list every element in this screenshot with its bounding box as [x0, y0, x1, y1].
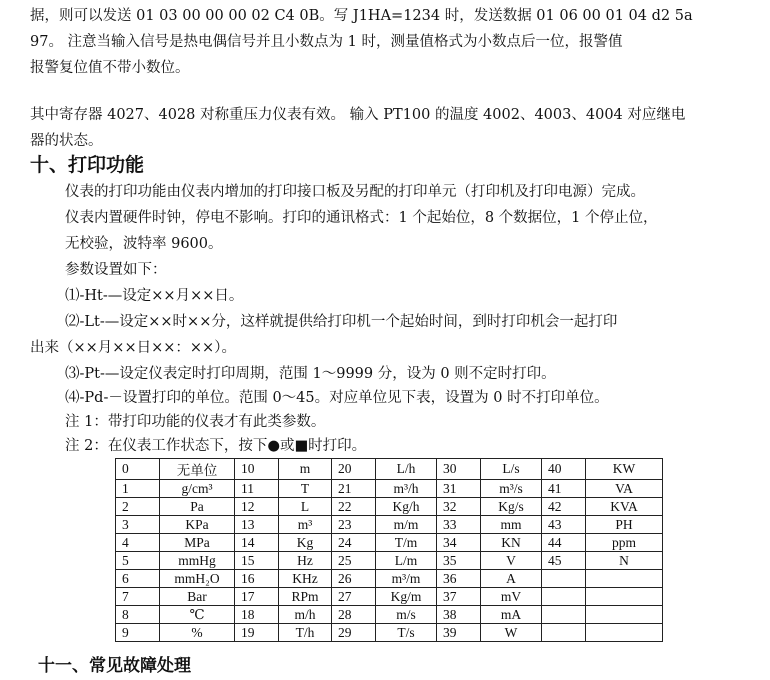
unit-code-cell: 37 [437, 588, 481, 606]
unit-code-cell: 20 [332, 459, 376, 480]
table-row [116, 552, 663, 570]
unit-code-cell: 15 [235, 552, 279, 570]
section-heading: 十一、常见故障处理 [38, 656, 191, 676]
unit-code-cell: 17 [235, 588, 279, 606]
unit-code-cell: 16 [235, 570, 279, 588]
unit-name-cell: mmH₂O [160, 570, 235, 588]
unit-code-cell [542, 606, 586, 624]
unit-code-cell: 36 [437, 570, 481, 588]
unit-code-cell: 21 [332, 480, 376, 498]
unit-code-cell: 25 [332, 552, 376, 570]
unit-name-cell: KPa [160, 516, 235, 534]
unit-name-cell: PH [586, 516, 663, 534]
unit-name-cell: m³/s [481, 480, 542, 498]
unit-code-cell: 42 [542, 498, 586, 516]
unit-name-cell: RPm [279, 588, 332, 606]
table-row [116, 459, 663, 480]
unit-name-cell [586, 570, 663, 588]
unit-name-cell: V [481, 552, 542, 570]
unit-name-cell: ℃ [160, 606, 235, 624]
unit-code-cell: 28 [332, 606, 376, 624]
unit-code-cell: 8 [116, 606, 160, 624]
unit-code-cell: 34 [437, 534, 481, 552]
unit-code-cell: 6 [116, 570, 160, 588]
unit-name-cell: T [279, 480, 332, 498]
unit-code-cell [542, 624, 586, 642]
unit-name-cell: L/s [481, 459, 542, 480]
unit-code-cell: 41 [542, 480, 586, 498]
unit-name-cell: Kg/h [376, 498, 437, 516]
unit-code-cell: 11 [235, 480, 279, 498]
unit-name-cell: W [481, 624, 542, 642]
unit-code-cell: 24 [332, 534, 376, 552]
unit-name-cell: Bar [160, 588, 235, 606]
unit-name-cell: KVA [586, 498, 663, 516]
unit-code-cell: 19 [235, 624, 279, 642]
unit-name-cell: Kg/s [481, 498, 542, 516]
unit-code-cell: 33 [437, 516, 481, 534]
unit-code-cell [542, 570, 586, 588]
list-item: ⑷-Pd-－设置打印的单位。范围 0～45。对应单位见下表，设置为 0 时不打印单位。 [65, 390, 609, 406]
unit-name-cell: L/h [376, 459, 437, 480]
unit-code-cell: 10 [235, 459, 279, 480]
unit-code-cell: 35 [437, 552, 481, 570]
table-row [116, 624, 663, 642]
unit-name-cell: 无单位 [160, 459, 235, 480]
unit-name-cell: T/h [279, 624, 332, 642]
paragraph-line: 无校验，波特率 9600。 [65, 236, 223, 252]
note: 注 2：在仪表工作状态下，按下●或■时打印。 [65, 438, 367, 454]
unit-name-cell: KW [586, 459, 663, 480]
unit-name-cell: Kg/m [376, 588, 437, 606]
unit-name-cell: Kg [279, 534, 332, 552]
unit-code-cell: 1 [116, 480, 160, 498]
list-item: ⑶-Pt-—设定仪表定时打印周期，范围 1～9999 分，设为 0 则不定时打印。 [65, 366, 556, 382]
unit-name-cell: VA [586, 480, 663, 498]
unit-name-cell: KHz [279, 570, 332, 588]
unit-code-cell: 31 [437, 480, 481, 498]
unit-code-cell: 9 [116, 624, 160, 642]
unit-name-cell: L/m [376, 552, 437, 570]
unit-name-cell: mV [481, 588, 542, 606]
units-table [115, 458, 663, 642]
unit-name-cell [586, 606, 663, 624]
unit-name-cell [586, 624, 663, 642]
unit-code-cell: 29 [332, 624, 376, 642]
unit-name-cell: m/s [376, 606, 437, 624]
unit-code-cell: 45 [542, 552, 586, 570]
table-row [116, 516, 663, 534]
table-row [116, 606, 663, 624]
list-item-continuation: 出来（××月××日××：××）。 [30, 340, 236, 356]
list-item: ⑴-Ht-—设定××月××日。 [65, 288, 244, 304]
unit-code-cell: 44 [542, 534, 586, 552]
unit-code-cell: 14 [235, 534, 279, 552]
list-item: ⑵-Lt-—设定××时××分，这样就提供给打印机一个起始时间，到时打印机会一起打印 [65, 314, 618, 330]
unit-name-cell: Pa [160, 498, 235, 516]
unit-code-cell: 18 [235, 606, 279, 624]
unit-code-cell: 40 [542, 459, 586, 480]
unit-code-cell: 32 [437, 498, 481, 516]
note: 注 1：带打印功能的仪表才有此类参数。 [65, 414, 326, 430]
unit-code-cell: 12 [235, 498, 279, 516]
unit-name-cell: m/m [376, 516, 437, 534]
unit-name-cell: Hz [279, 552, 332, 570]
paragraph-line: 器的状态。 [30, 133, 103, 149]
unit-name-cell: % [160, 624, 235, 642]
unit-code-cell: 27 [332, 588, 376, 606]
unit-name-cell: T/s [376, 624, 437, 642]
unit-name-cell: N [586, 552, 663, 570]
unit-name-cell: m³/h [376, 480, 437, 498]
unit-name-cell: A [481, 570, 542, 588]
unit-name-cell: MPa [160, 534, 235, 552]
unit-name-cell: m³ [279, 516, 332, 534]
unit-code-cell: 38 [437, 606, 481, 624]
unit-code-cell: 30 [437, 459, 481, 480]
paragraph-line: 97。 注意当输入信号是热电偶信号并且小数点为 1 时，测量值格式为小数点后一位，报警值 [30, 34, 623, 50]
unit-name-cell: KN [481, 534, 542, 552]
unit-code-cell: 3 [116, 516, 160, 534]
unit-code-cell: 2 [116, 498, 160, 516]
unit-code-cell: 22 [332, 498, 376, 516]
unit-name-cell: m [279, 459, 332, 480]
unit-code-cell: 26 [332, 570, 376, 588]
paragraph-line: 其中寄存器 4027、4028 对称重压力仪表有效。 输入 PT100 的温度 4002、4003、4004 对应继电 [30, 107, 686, 123]
unit-code-cell: 23 [332, 516, 376, 534]
unit-name-cell: T/m [376, 534, 437, 552]
unit-name-cell: g/cm³ [160, 480, 235, 498]
unit-name-cell: ppm [586, 534, 663, 552]
paragraph-line: 仪表内置硬件时钟，停电不影响。打印的通讯格式：1 个起始位，8 个数据位，1 个停止位， [65, 210, 658, 226]
unit-name-cell: mA [481, 606, 542, 624]
unit-name-cell: m/h [279, 606, 332, 624]
paragraph-line: 仪表的打印功能由仪表内增加的打印接口板及另配的打印单元（打印机及打印电源）完成。 [65, 184, 645, 200]
paragraph-line: 据，则可以发送 01 03 00 00 00 02 C4 0B。写 J1HA=1234 时，发送数据 01 06 00 01 04 d2 5a [30, 8, 693, 24]
table-row [116, 498, 663, 516]
paragraph-line: 报警复位值不带小数位。 [30, 60, 190, 76]
table-row [116, 570, 663, 588]
unit-code-cell: 39 [437, 624, 481, 642]
unit-code-cell: 7 [116, 588, 160, 606]
paragraph-line: 参数设置如下： [65, 262, 167, 278]
unit-code-cell: 5 [116, 552, 160, 570]
unit-name-cell: L [279, 498, 332, 516]
unit-code-cell: 43 [542, 516, 586, 534]
unit-name-cell: m³/m [376, 570, 437, 588]
unit-code-cell [542, 588, 586, 606]
table-row [116, 534, 663, 552]
table-row [116, 588, 663, 606]
unit-name-cell: mm [481, 516, 542, 534]
unit-name-cell: mmHg [160, 552, 235, 570]
unit-code-cell: 0 [116, 459, 160, 480]
unit-code-cell: 13 [235, 516, 279, 534]
section-heading: 十、打印功能 [30, 154, 145, 176]
unit-name-cell [586, 588, 663, 606]
unit-code-cell: 4 [116, 534, 160, 552]
table-row [116, 480, 663, 498]
